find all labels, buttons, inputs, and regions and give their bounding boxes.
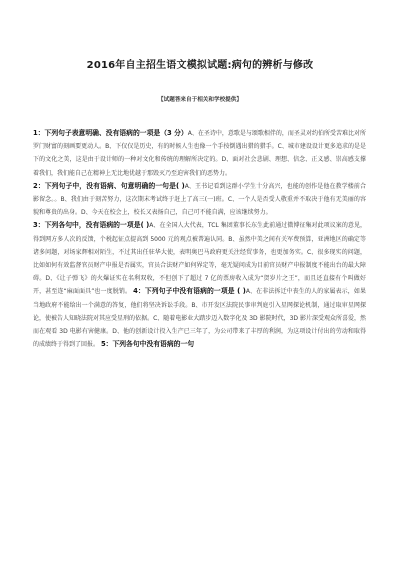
question-2-options: A、王书记看到这群小学生十分高兴，也能的创作是他在教学楼前合影留念。。B、我们由于刻苦努力，这次期末考试终于赶上了高三(一)班。C、一个人是否受人敬重并不取决于他有无美丽的容貌和尊贵的出身。D、今天在校会上，校长又表扬自己，自己可不能自满，应该继续努力。 [33, 182, 367, 217]
question-body [33, 127, 366, 351]
document-title: 2016年自主招生语文模拟试题:病句的辨析与修改 [86, 60, 314, 71]
question-4-stem: 4：下列句子中没有语病的一项是 ( ) [133, 287, 246, 296]
question-5-stem: 5：下列各句中没有语病的一句 [100, 340, 195, 349]
source-note: 【试题答来自于相关和学校提供】 [158, 97, 242, 103]
question-1-options: A、在圣诗中，意歌是与颂歌相伴的，而圣灵对约伯所受苦难比对所罗门财富的刻画要更动人。B、下仅仅是历史，有的时候人生也像一个手按倒遇出猎的猎手。C、城市建设设计更多追求的是是下的文化之美，这是由于设计师的一种对文化和传统的理解所决定的。D、面对社会悲剧、理想、信念、正义感、崇高感支撑着我们，我们能自己在精神上无比地优越于那毁灭乃至迫害我们的恶势力。 [33, 130, 367, 177]
question-4-options: A、在非法拆迁中丧生的人的家属表示，如果当地政府不能给出一个满意的答复，他们将坚决诉讼手段。B、市开发区法院民事审判庭引入星网探论机制，通过取审星网探论，使被告人知晓法院对其应受星刑的依据。C、随着电影业大踏步迈入数字化及 3D 影院时代，3D 影片深受观众所喜爱，然而在观看 3D 电影有害健康。D、他的创新设计投入生产已三年了，为公司带来了丰厚的利润，为这项设计付出的劳动和取得的成绩终于得到了回报。 [33, 288, 366, 349]
question-1-stem: 1：下列句子表意明确、没有语病的一项是（3 分） [33, 129, 188, 137]
question-2-stem: 2：下列句子中，没有语病、句意明确的一句是( ) [33, 181, 185, 190]
question-3-options: A、在全国人大代表，TCL 集团董事长东生此前通过微博征集对此项议案的意见，得到网方多人次的反馈，个税起征点提高到 5000 元的观点被普遍认同。B、虽然中美之间有关军费预算，亚洲地区的确定等诸多问题，对场家辉相对陌生，不过其出任驻华大使，表明奥巴马政府更关注经贸事务，也更加务实。C、很多现实的问题，比如如何有效监督官员财产申报是否属实，官员合法财产如何界定等，毫无疑问成为目前官员财产申报制度不能出台的最大障碍。D、《让子弹飞》的火爆证实在名利双收，不但创下了超过 7 亿的票房收入成为“贺岁片之王”，而且还直接有个叫做好开，甚至连“麻面面具”也一度脱销。 [33, 222, 367, 296]
question-3-stem: 3：下列各句中，没有语病的一项是( ) [33, 221, 150, 230]
